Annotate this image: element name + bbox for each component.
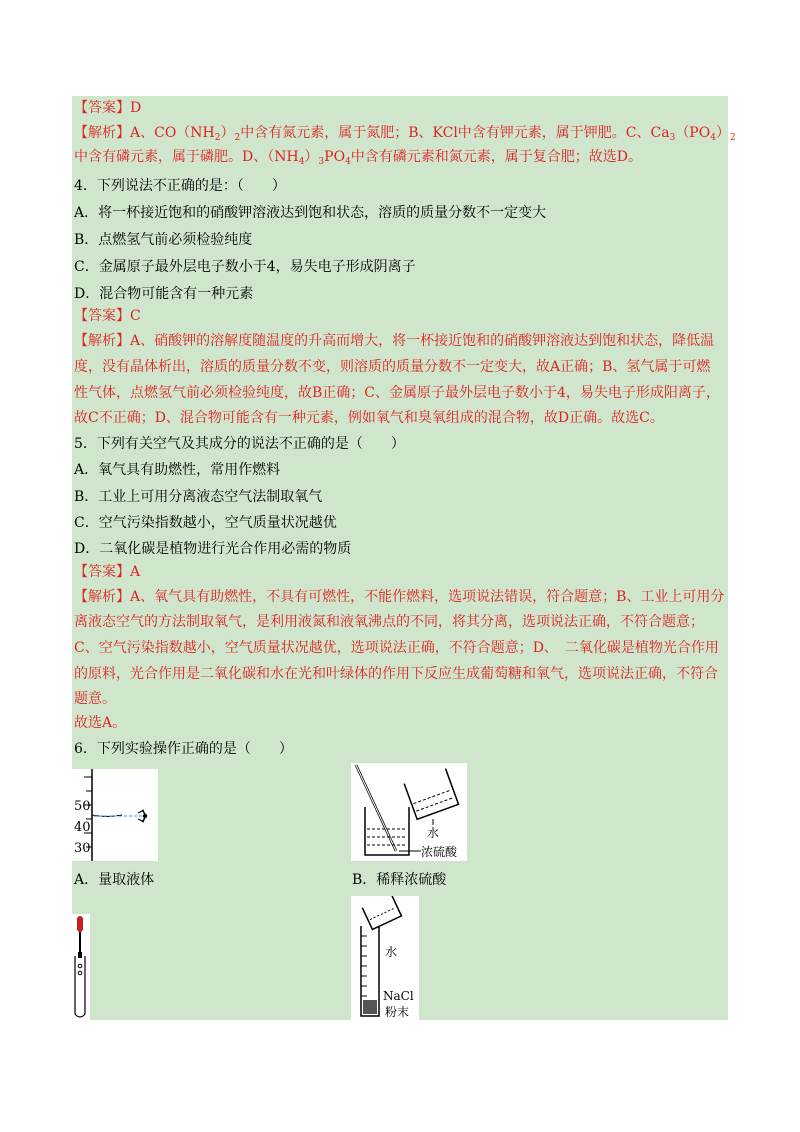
- figure-b-dilution: [351, 763, 467, 861]
- q4-analysis-line-3: 性气体，点燃氢气前必须检验纯度，故B正确；C、金属原子最外层电子数小于4，易失电子形成阳离子，: [74, 385, 720, 401]
- figure-a-measuring-cylinder: [72, 769, 158, 861]
- q4-option-c: C．金属原子最外层电子数小于4，易失电子形成阴离子: [74, 259, 416, 275]
- figure-b-caption: B．稀释浓硫酸: [352, 872, 447, 888]
- q5-analysis-line-4: 的原料，光合作用是二氧化碳和水在光和叶绿体的作用下反应生成葡萄糖和氧气，选项说法正确，不符合: [74, 666, 718, 682]
- figure-a-caption: A．量取液体: [74, 872, 155, 888]
- q4-stem: 4．下列说法不正确的是：（ ）: [74, 178, 286, 194]
- q4-analysis-line-1: 【解析】A、硝酸钾的溶解度随温度的升高而增大，将一杯接近饱和的硝酸钾溶液达到饱和状态，降低温: [74, 333, 715, 349]
- tick-40: 40: [74, 820, 91, 835]
- q5-analysis-line-2: 离液态空气的方法制取氧气，是利用液氮和液氧沸点的不同，将其分离，选项说法正确，不符合题意；: [74, 614, 704, 630]
- q5-analysis-line-5: 题意。: [74, 691, 116, 707]
- q5-option-b: B．工业上可用分离液态空气法制取氧气: [74, 489, 323, 505]
- q3-analysis-line-1: 【解析】A、$CO(NH_2)_2$中含有氮元素，属于氮肥；B、KCl中含有钾元素，属于钾肥。C、$Ca_3(PO_4)_2$: [74, 125, 736, 143]
- tick-50: 50: [74, 799, 91, 814]
- label-water: 水: [427, 826, 440, 840]
- label-nacl: NaCl: [383, 989, 414, 1003]
- q4-answer: 【答案】C: [74, 308, 141, 324]
- figure-c-dropper: [72, 914, 90, 1020]
- q4-option-d: D．混合物可能含有一种元素: [74, 286, 254, 302]
- label-acid: 浓硫酸: [421, 845, 458, 859]
- q5-option-a: A．氧气具有助燃性，常用作燃料: [74, 462, 281, 478]
- q5-analysis-line-3: C、空气污染指数越小，空气质量状况越优，选项说法正确，不符合题意；D、 二氧化碳是植物光合作用: [74, 640, 719, 656]
- q4-option-b: B．点燃氢气前必须检验纯度: [74, 232, 253, 248]
- q5-stem: 5．下列有关空气及其成分的说法不正确的是（ ）: [74, 436, 405, 452]
- label-powder: 粉末: [385, 1005, 410, 1019]
- tick-30: 30: [74, 841, 91, 856]
- q5-analysis-line-6: 故选A。: [74, 715, 127, 731]
- q3-answer: 【答案】D: [74, 100, 142, 116]
- label-water: 水: [385, 945, 398, 959]
- figure-d-nacl-cylinder: [351, 896, 419, 1020]
- q5-analysis-line-1: 【解析】A、氧气具有助燃性，不具有可燃性，不能作燃料，选项说法错误，符合题意；B、工业上可用分: [74, 589, 725, 605]
- q4-analysis-line-2: 度，没有晶体析出，溶质的质量分数不变，则溶质的质量分数不一定变大，故A正确；B、氢气属于可燃: [74, 359, 711, 375]
- q4-analysis-line-4: 故C不正确；D、混合物可能含有一种元素，例如氧气和臭氧组成的混合物，故D正确。故选C。: [74, 410, 664, 426]
- q6-stem: 6．下列实验操作正确的是（ ）: [74, 741, 293, 757]
- q5-answer: 【答案】A: [74, 564, 141, 580]
- q4-option-a: A．将一杯接近饱和的硝酸钾溶液达到饱和状态，溶质的质量分数不一定变大: [74, 205, 547, 221]
- q5-option-c: C．空气污染指数越小，空气质量状况越优: [74, 515, 337, 531]
- q3-analysis-line-2: 中含有磷元素，属于磷肥。D、$(NH_4)_3PO_4$中含有磷元素和氮元素，属于复合肥；故选D。: [74, 149, 643, 167]
- q5-option-d: D．二氧化碳是植物进行光合作用必需的物质: [74, 541, 352, 557]
